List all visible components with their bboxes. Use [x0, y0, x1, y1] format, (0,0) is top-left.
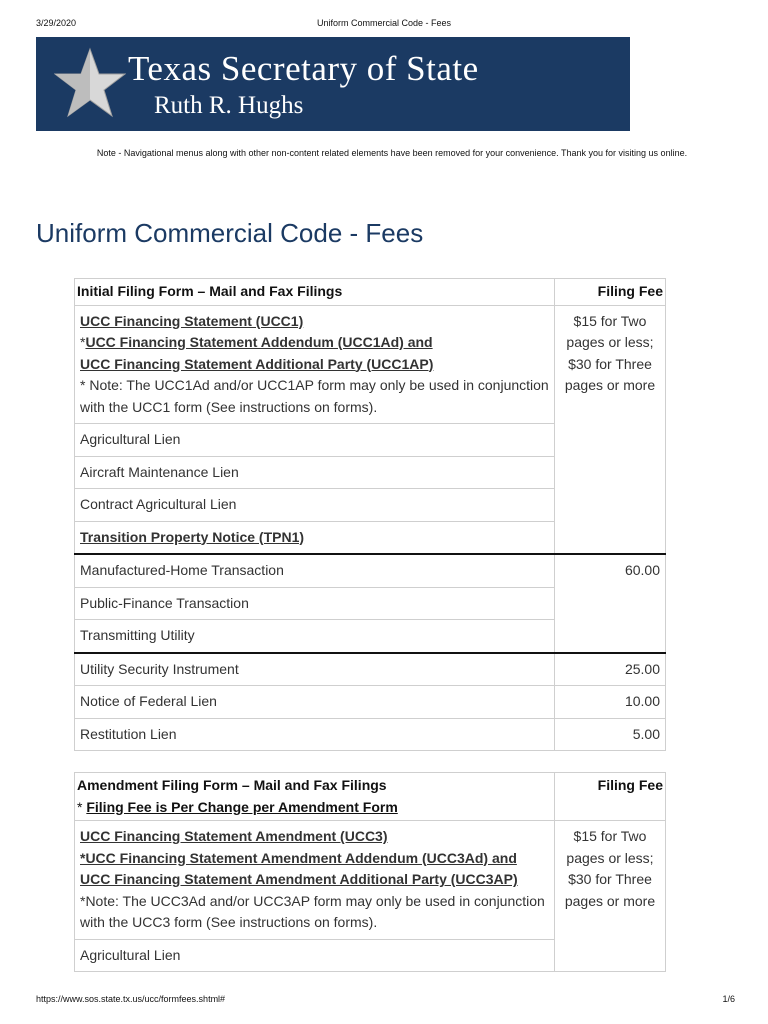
sos-banner[interactable]	[36, 37, 630, 131]
ucc3ad-link[interactable]: *UCC Financing Statement Amendment Addendum (UCC3Ad) and UCC Financing Statement Amendment Additional Party (UCC3AP)	[80, 849, 518, 887]
amendment-group1-fee: $15 for Two pages or less; $30 for Three pages or more	[555, 821, 666, 972]
federal-lien-fee: 10.00	[555, 686, 666, 719]
public-finance: Public-Finance Transaction	[75, 587, 555, 620]
ucc3-link[interactable]: UCC Financing Statement Amendment (UCC3)	[80, 828, 388, 844]
group1-fee: $15 for Two pages or less; $30 for Three pages or more	[555, 305, 666, 554]
page-title: Uniform Commercial Code - Fees	[36, 218, 424, 248]
transmitting-utility: Transmitting Utility	[75, 620, 555, 653]
ucc1-cell	[75, 305, 555, 424]
amendment-header-cell	[75, 773, 555, 821]
amendment-agricultural-lien: Agricultural Lien	[75, 939, 555, 972]
page-number: 1/6	[722, 994, 735, 1004]
fee-header: Filing Fee	[555, 279, 666, 306]
initial-header: Initial Filing Form – Mail and Fax Filings	[75, 279, 555, 306]
table-header-row	[75, 773, 666, 821]
star-icon	[54, 47, 126, 119]
print-note: Note - Navigational menus along with other non-content related elements have been removed for your convenience. Thank you for visiting us online.	[96, 148, 688, 158]
table-row	[75, 686, 666, 719]
subheader-prefix: *	[77, 798, 87, 815]
tpn1-link[interactable]: Transition Property Notice (TPN1)	[80, 528, 305, 545]
banner-title: Texas Secretary of State	[128, 49, 479, 88]
utility-security: Utility Security Instrument	[75, 653, 555, 686]
ucc1-note: * Note: The UCC1Ad and/or UCC1AP form may only be used in conjunction with the UCC1 form (See instructions on forms).	[80, 377, 549, 415]
table-row	[75, 305, 666, 424]
contract-lien: Contract Agricultural Lien	[75, 489, 555, 522]
print-date: 3/29/2020	[36, 18, 77, 28]
agricultural-lien: Agricultural Lien	[75, 424, 555, 457]
restitution-lien-fee: 5.00	[555, 718, 666, 751]
ucc1-link[interactable]: UCC Financing Statement (UCC1)	[80, 312, 304, 329]
ucc1ap-link[interactable]: UCC Financing Statement Additional Party (UCC1AP)	[80, 355, 434, 372]
aircraft-lien: Aircraft Maintenance Lien	[75, 456, 555, 489]
table-row	[75, 718, 666, 751]
addendum-prefix: *	[80, 334, 86, 350]
federal-lien: Notice of Federal Lien	[75, 686, 555, 719]
table-row	[75, 653, 666, 686]
fee-header: Filing Fee	[555, 773, 666, 821]
table-header-row	[75, 279, 666, 306]
ucc1ad-link[interactable]: UCC Financing Statement Addendum (UCC1Ad) and	[85, 334, 433, 350]
table-row	[75, 554, 666, 587]
table-row	[75, 821, 666, 940]
amendment-header: Amendment Filing Form – Mail and Fax Filings	[77, 777, 387, 793]
utility-security-fee: 25.00	[555, 653, 666, 686]
tpn1-cell	[75, 521, 555, 554]
restitution-lien: Restitution Lien	[75, 718, 555, 751]
amendment-subheader: Filing Fee is Per Change per Amendment Form	[86, 798, 398, 815]
ucc3-cell	[75, 821, 555, 940]
group2-fee: 60.00	[555, 554, 666, 653]
print-footer	[0, 994, 768, 1024]
ucc3-note: *Note: The UCC3Ad and/or UCC3AP form may only be used in conjunction with the UCC3 form (See instructions on forms).	[80, 892, 545, 930]
print-url[interactable]: https://www.sos.state.tx.us/ucc/formfees.shtml#	[36, 994, 226, 1004]
amendment-filing-table	[74, 772, 666, 972]
banner-subtitle: Ruth R. Hughs	[154, 92, 304, 119]
manufactured-home: Manufactured-Home Transaction	[75, 554, 555, 587]
print-title: Uniform Commercial Code - Fees	[316, 18, 452, 28]
initial-filing-table	[74, 278, 666, 751]
